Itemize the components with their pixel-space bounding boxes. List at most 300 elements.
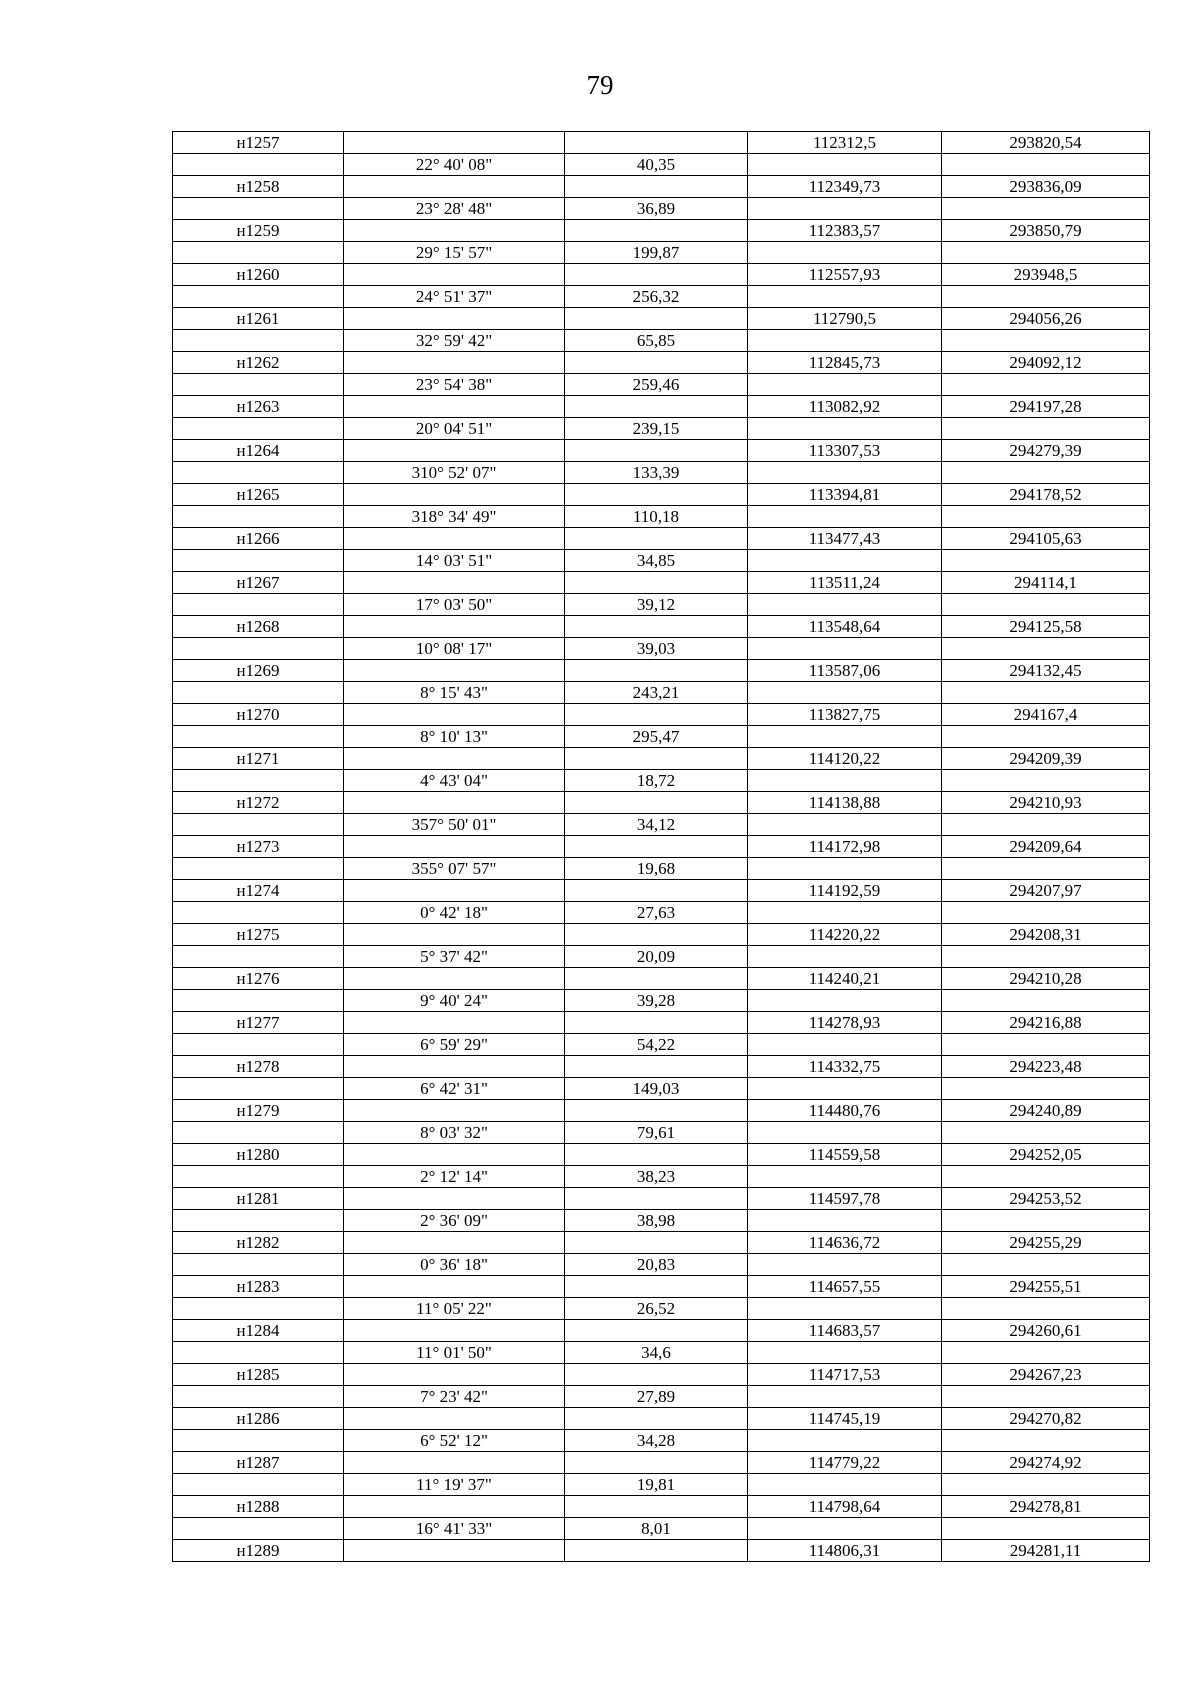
distance-cell: 34,85 <box>565 550 748 572</box>
empty-cell <box>942 242 1150 264</box>
direction-angle-cell: 16° 41' 33" <box>344 1518 565 1540</box>
point-name-cell: н1287 <box>173 1452 344 1474</box>
point-row <box>173 572 1150 594</box>
empty-cell <box>942 814 1150 836</box>
empty-cell <box>748 550 942 572</box>
empty-cell <box>565 924 748 946</box>
empty-cell <box>173 726 344 748</box>
x-coordinate-cell: 113827,75 <box>748 704 942 726</box>
segment-row <box>173 506 1150 528</box>
y-coordinate-cell: 294274,92 <box>942 1452 1150 1474</box>
empty-cell <box>748 946 942 968</box>
empty-cell <box>565 1408 748 1430</box>
y-coordinate-cell: 294253,52 <box>942 1188 1150 1210</box>
direction-angle-cell: 11° 05' 22" <box>344 1298 565 1320</box>
empty-cell <box>942 638 1150 660</box>
point-name-cell: н1283 <box>173 1276 344 1298</box>
empty-cell <box>344 1232 565 1254</box>
y-coordinate-cell: 294216,88 <box>942 1012 1150 1034</box>
empty-cell <box>344 440 565 462</box>
direction-angle-cell: 2° 36' 09" <box>344 1210 565 1232</box>
empty-cell <box>565 1100 748 1122</box>
segment-row <box>173 1166 1150 1188</box>
empty-cell <box>173 902 344 924</box>
empty-cell <box>565 1496 748 1518</box>
distance-cell: 34,12 <box>565 814 748 836</box>
empty-cell <box>942 1034 1150 1056</box>
distance-cell: 40,35 <box>565 154 748 176</box>
empty-cell <box>344 1144 565 1166</box>
point-name-cell: н1276 <box>173 968 344 990</box>
empty-cell <box>173 1078 344 1100</box>
y-coordinate-cell: 293820,54 <box>942 132 1150 154</box>
direction-angle-cell: 20° 04' 51" <box>344 418 565 440</box>
empty-cell <box>173 1034 344 1056</box>
y-coordinate-cell: 294260,61 <box>942 1320 1150 1342</box>
empty-cell <box>748 506 942 528</box>
empty-cell <box>565 132 748 154</box>
empty-cell <box>344 572 565 594</box>
empty-cell <box>942 594 1150 616</box>
y-coordinate-cell: 294279,39 <box>942 440 1150 462</box>
segment-row <box>173 1474 1150 1496</box>
x-coordinate-cell: 112790,5 <box>748 308 942 330</box>
distance-cell: 38,98 <box>565 1210 748 1232</box>
x-coordinate-cell: 114717,53 <box>748 1364 942 1386</box>
point-row <box>173 1012 1150 1034</box>
distance-cell: 36,89 <box>565 198 748 220</box>
empty-cell <box>344 352 565 374</box>
x-coordinate-cell: 114220,22 <box>748 924 942 946</box>
segment-row <box>173 418 1150 440</box>
direction-angle-cell: 0° 36' 18" <box>344 1254 565 1276</box>
empty-cell <box>942 1210 1150 1232</box>
segment-row <box>173 902 1150 924</box>
x-coordinate-cell: 114480,76 <box>748 1100 942 1122</box>
y-coordinate-cell: 294255,29 <box>942 1232 1150 1254</box>
empty-cell <box>173 638 344 660</box>
y-coordinate-cell: 294281,11 <box>942 1540 1150 1562</box>
empty-cell <box>173 1298 344 1320</box>
segment-row <box>173 858 1150 880</box>
empty-cell <box>173 154 344 176</box>
point-name-cell: н1268 <box>173 616 344 638</box>
y-coordinate-cell: 294197,28 <box>942 396 1150 418</box>
point-row <box>173 1364 1150 1386</box>
x-coordinate-cell: 112383,57 <box>748 220 942 242</box>
point-row <box>173 660 1150 682</box>
y-coordinate-cell: 294223,48 <box>942 1056 1150 1078</box>
distance-cell: 39,12 <box>565 594 748 616</box>
empty-cell <box>942 770 1150 792</box>
empty-cell <box>344 308 565 330</box>
empty-cell <box>565 836 748 858</box>
distance-cell: 239,15 <box>565 418 748 440</box>
y-coordinate-cell: 294240,89 <box>942 1100 1150 1122</box>
empty-cell <box>344 880 565 902</box>
distance-cell: 38,23 <box>565 1166 748 1188</box>
distance-cell: 133,39 <box>565 462 748 484</box>
segment-row <box>173 374 1150 396</box>
segment-row <box>173 1430 1150 1452</box>
x-coordinate-cell: 112349,73 <box>748 176 942 198</box>
empty-cell <box>565 748 748 770</box>
direction-angle-cell: 2° 12' 14" <box>344 1166 565 1188</box>
point-row <box>173 616 1150 638</box>
empty-cell <box>748 1474 942 1496</box>
segment-row <box>173 1298 1150 1320</box>
empty-cell <box>344 968 565 990</box>
empty-cell <box>173 418 344 440</box>
x-coordinate-cell: 113477,43 <box>748 528 942 550</box>
empty-cell <box>173 550 344 572</box>
empty-cell <box>748 286 942 308</box>
empty-cell <box>942 858 1150 880</box>
empty-cell <box>748 990 942 1012</box>
direction-angle-cell: 6° 42' 31" <box>344 1078 565 1100</box>
empty-cell <box>748 858 942 880</box>
point-row <box>173 1100 1150 1122</box>
point-name-cell: н1286 <box>173 1408 344 1430</box>
y-coordinate-cell: 294132,45 <box>942 660 1150 682</box>
segment-row <box>173 1122 1150 1144</box>
empty-cell <box>344 176 565 198</box>
y-coordinate-cell: 293850,79 <box>942 220 1150 242</box>
point-name-cell: н1277 <box>173 1012 344 1034</box>
empty-cell <box>173 462 344 484</box>
empty-cell <box>565 1012 748 1034</box>
y-coordinate-cell: 294278,81 <box>942 1496 1150 1518</box>
distance-cell: 54,22 <box>565 1034 748 1056</box>
empty-cell <box>173 1518 344 1540</box>
empty-cell <box>748 418 942 440</box>
empty-cell <box>344 1408 565 1430</box>
empty-cell <box>173 682 344 704</box>
y-coordinate-cell: 294105,63 <box>942 528 1150 550</box>
empty-cell <box>942 198 1150 220</box>
distance-cell: 27,63 <box>565 902 748 924</box>
empty-cell <box>344 264 565 286</box>
empty-cell <box>565 1540 748 1562</box>
empty-cell <box>748 1298 942 1320</box>
distance-cell: 20,83 <box>565 1254 748 1276</box>
empty-cell <box>565 1144 748 1166</box>
distance-cell: 65,85 <box>565 330 748 352</box>
point-name-cell: н1279 <box>173 1100 344 1122</box>
x-coordinate-cell: 112557,93 <box>748 264 942 286</box>
empty-cell <box>748 594 942 616</box>
distance-cell: 27,89 <box>565 1386 748 1408</box>
empty-cell <box>173 858 344 880</box>
y-coordinate-cell: 294252,05 <box>942 1144 1150 1166</box>
empty-cell <box>344 836 565 858</box>
point-row <box>173 1232 1150 1254</box>
direction-angle-cell: 0° 42' 18" <box>344 902 565 924</box>
direction-angle-cell: 23° 28' 48" <box>344 198 565 220</box>
point-name-cell: н1257 <box>173 132 344 154</box>
direction-angle-cell: 4° 43' 04" <box>344 770 565 792</box>
empty-cell <box>942 1386 1150 1408</box>
point-row <box>173 1540 1150 1562</box>
empty-cell <box>344 528 565 550</box>
direction-angle-cell: 14° 03' 51" <box>344 550 565 572</box>
point-row <box>173 924 1150 946</box>
segment-row <box>173 1518 1150 1540</box>
empty-cell <box>565 660 748 682</box>
distance-cell: 39,03 <box>565 638 748 660</box>
empty-cell <box>748 462 942 484</box>
direction-angle-cell: 318° 34' 49" <box>344 506 565 528</box>
direction-angle-cell: 5° 37' 42" <box>344 946 565 968</box>
y-coordinate-cell: 294210,93 <box>942 792 1150 814</box>
segment-row <box>173 726 1150 748</box>
empty-cell <box>565 1364 748 1386</box>
empty-cell <box>942 330 1150 352</box>
distance-cell: 18,72 <box>565 770 748 792</box>
empty-cell <box>748 726 942 748</box>
empty-cell <box>344 792 565 814</box>
direction-angle-cell: 8° 10' 13" <box>344 726 565 748</box>
direction-angle-cell: 23° 54' 38" <box>344 374 565 396</box>
x-coordinate-cell: 113548,64 <box>748 616 942 638</box>
empty-cell <box>344 704 565 726</box>
empty-cell <box>565 1276 748 1298</box>
point-row <box>173 176 1150 198</box>
empty-cell <box>173 374 344 396</box>
y-coordinate-cell: 294210,28 <box>942 968 1150 990</box>
x-coordinate-cell: 113307,53 <box>748 440 942 462</box>
segment-row <box>173 814 1150 836</box>
point-row <box>173 792 1150 814</box>
empty-cell <box>173 1342 344 1364</box>
point-row <box>173 132 1150 154</box>
empty-cell <box>942 374 1150 396</box>
empty-cell <box>173 594 344 616</box>
segment-row <box>173 550 1150 572</box>
direction-angle-cell: 7° 23' 42" <box>344 1386 565 1408</box>
y-coordinate-cell: 294178,52 <box>942 484 1150 506</box>
empty-cell <box>748 1254 942 1276</box>
point-row <box>173 528 1150 550</box>
y-coordinate-cell: 294208,31 <box>942 924 1150 946</box>
y-coordinate-cell: 294114,1 <box>942 572 1150 594</box>
coordinates-table-body <box>173 132 1150 1562</box>
empty-cell <box>748 1210 942 1232</box>
empty-cell <box>942 550 1150 572</box>
empty-cell <box>942 990 1150 1012</box>
empty-cell <box>942 1166 1150 1188</box>
empty-cell <box>565 704 748 726</box>
x-coordinate-cell: 112845,73 <box>748 352 942 374</box>
distance-cell: 39,28 <box>565 990 748 1012</box>
point-row <box>173 704 1150 726</box>
point-name-cell: н1282 <box>173 1232 344 1254</box>
direction-angle-cell: 11° 19' 37" <box>344 1474 565 1496</box>
empty-cell <box>565 308 748 330</box>
point-name-cell: н1259 <box>173 220 344 242</box>
empty-cell <box>565 1452 748 1474</box>
empty-cell <box>344 1276 565 1298</box>
direction-angle-cell: 6° 52' 12" <box>344 1430 565 1452</box>
x-coordinate-cell: 114597,78 <box>748 1188 942 1210</box>
segment-row <box>173 1342 1150 1364</box>
point-row <box>173 880 1150 902</box>
segment-row <box>173 330 1150 352</box>
empty-cell <box>748 1166 942 1188</box>
empty-cell <box>942 1254 1150 1276</box>
point-row <box>173 1144 1150 1166</box>
distance-cell: 199,87 <box>565 242 748 264</box>
distance-cell: 19,68 <box>565 858 748 880</box>
empty-cell <box>942 1122 1150 1144</box>
empty-cell <box>565 792 748 814</box>
point-name-cell: н1275 <box>173 924 344 946</box>
empty-cell <box>565 572 748 594</box>
x-coordinate-cell: 114683,57 <box>748 1320 942 1342</box>
segment-row <box>173 946 1150 968</box>
point-name-cell: н1262 <box>173 352 344 374</box>
direction-angle-cell: 22° 40' 08" <box>344 154 565 176</box>
point-name-cell: н1270 <box>173 704 344 726</box>
empty-cell <box>344 924 565 946</box>
empty-cell <box>565 264 748 286</box>
empty-cell <box>748 330 942 352</box>
empty-cell <box>748 1430 942 1452</box>
empty-cell <box>942 1430 1150 1452</box>
empty-cell <box>173 198 344 220</box>
empty-cell <box>565 1056 748 1078</box>
y-coordinate-cell: 294056,26 <box>942 308 1150 330</box>
x-coordinate-cell: 114172,98 <box>748 836 942 858</box>
segment-row <box>173 154 1150 176</box>
empty-cell <box>748 1078 942 1100</box>
point-row <box>173 396 1150 418</box>
segment-row <box>173 242 1150 264</box>
point-row <box>173 748 1150 770</box>
y-coordinate-cell: 294092,12 <box>942 352 1150 374</box>
empty-cell <box>173 1386 344 1408</box>
segment-row <box>173 1254 1150 1276</box>
x-coordinate-cell: 114745,19 <box>748 1408 942 1430</box>
direction-angle-cell: 355° 07' 57" <box>344 858 565 880</box>
segment-row <box>173 1078 1150 1100</box>
distance-cell: 256,32 <box>565 286 748 308</box>
empty-cell <box>344 1056 565 1078</box>
point-row <box>173 1496 1150 1518</box>
point-name-cell: н1265 <box>173 484 344 506</box>
empty-cell <box>748 770 942 792</box>
empty-cell <box>942 506 1150 528</box>
point-name-cell: н1258 <box>173 176 344 198</box>
segment-row <box>173 770 1150 792</box>
point-row <box>173 1452 1150 1474</box>
empty-cell <box>565 220 748 242</box>
empty-cell <box>173 330 344 352</box>
point-name-cell: н1271 <box>173 748 344 770</box>
segment-row <box>173 638 1150 660</box>
direction-angle-cell: 6° 59' 29" <box>344 1034 565 1056</box>
empty-cell <box>565 528 748 550</box>
direction-angle-cell: 9° 40' 24" <box>344 990 565 1012</box>
point-name-cell: н1272 <box>173 792 344 814</box>
distance-cell: 8,01 <box>565 1518 748 1540</box>
empty-cell <box>942 1474 1150 1496</box>
point-name-cell: н1288 <box>173 1496 344 1518</box>
empty-cell <box>942 946 1150 968</box>
distance-cell: 243,21 <box>565 682 748 704</box>
segment-row <box>173 286 1150 308</box>
x-coordinate-cell: 114138,88 <box>748 792 942 814</box>
distance-cell: 149,03 <box>565 1078 748 1100</box>
point-row <box>173 264 1150 286</box>
point-row <box>173 968 1150 990</box>
segment-row <box>173 1034 1150 1056</box>
empty-cell <box>344 1496 565 1518</box>
empty-cell <box>173 1254 344 1276</box>
y-coordinate-cell: 293836,09 <box>942 176 1150 198</box>
segment-row <box>173 198 1150 220</box>
empty-cell <box>565 352 748 374</box>
point-name-cell: н1261 <box>173 308 344 330</box>
direction-angle-cell: 24° 51' 37" <box>344 286 565 308</box>
point-row <box>173 440 1150 462</box>
point-row <box>173 220 1150 242</box>
distance-cell: 34,6 <box>565 1342 748 1364</box>
direction-angle-cell: 11° 01' 50" <box>344 1342 565 1364</box>
empty-cell <box>565 616 748 638</box>
empty-cell <box>942 1298 1150 1320</box>
y-coordinate-cell: 294255,51 <box>942 1276 1150 1298</box>
point-row <box>173 352 1150 374</box>
empty-cell <box>942 1342 1150 1364</box>
empty-cell <box>344 1452 565 1474</box>
empty-cell <box>344 1364 565 1386</box>
distance-cell: 26,52 <box>565 1298 748 1320</box>
empty-cell <box>344 1320 565 1342</box>
empty-cell <box>173 814 344 836</box>
point-row <box>173 308 1150 330</box>
empty-cell <box>565 484 748 506</box>
empty-cell <box>565 440 748 462</box>
direction-angle-cell: 32° 59' 42" <box>344 330 565 352</box>
empty-cell <box>942 726 1150 748</box>
empty-cell <box>173 286 344 308</box>
empty-cell <box>565 968 748 990</box>
empty-cell <box>565 1188 748 1210</box>
x-coordinate-cell: 114120,22 <box>748 748 942 770</box>
empty-cell <box>565 396 748 418</box>
point-row <box>173 836 1150 858</box>
y-coordinate-cell: 293948,5 <box>942 264 1150 286</box>
direction-angle-cell: 29° 15' 57" <box>344 242 565 264</box>
empty-cell <box>748 198 942 220</box>
empty-cell <box>173 770 344 792</box>
point-name-cell: н1278 <box>173 1056 344 1078</box>
empty-cell <box>344 396 565 418</box>
point-row <box>173 1276 1150 1298</box>
empty-cell <box>748 1034 942 1056</box>
empty-cell <box>942 1078 1150 1100</box>
empty-cell <box>173 946 344 968</box>
empty-cell <box>748 154 942 176</box>
y-coordinate-cell: 294209,39 <box>942 748 1150 770</box>
segment-row <box>173 1210 1150 1232</box>
empty-cell <box>942 682 1150 704</box>
empty-cell <box>344 1540 565 1562</box>
empty-cell <box>748 814 942 836</box>
segment-row <box>173 594 1150 616</box>
distance-cell: 259,46 <box>565 374 748 396</box>
